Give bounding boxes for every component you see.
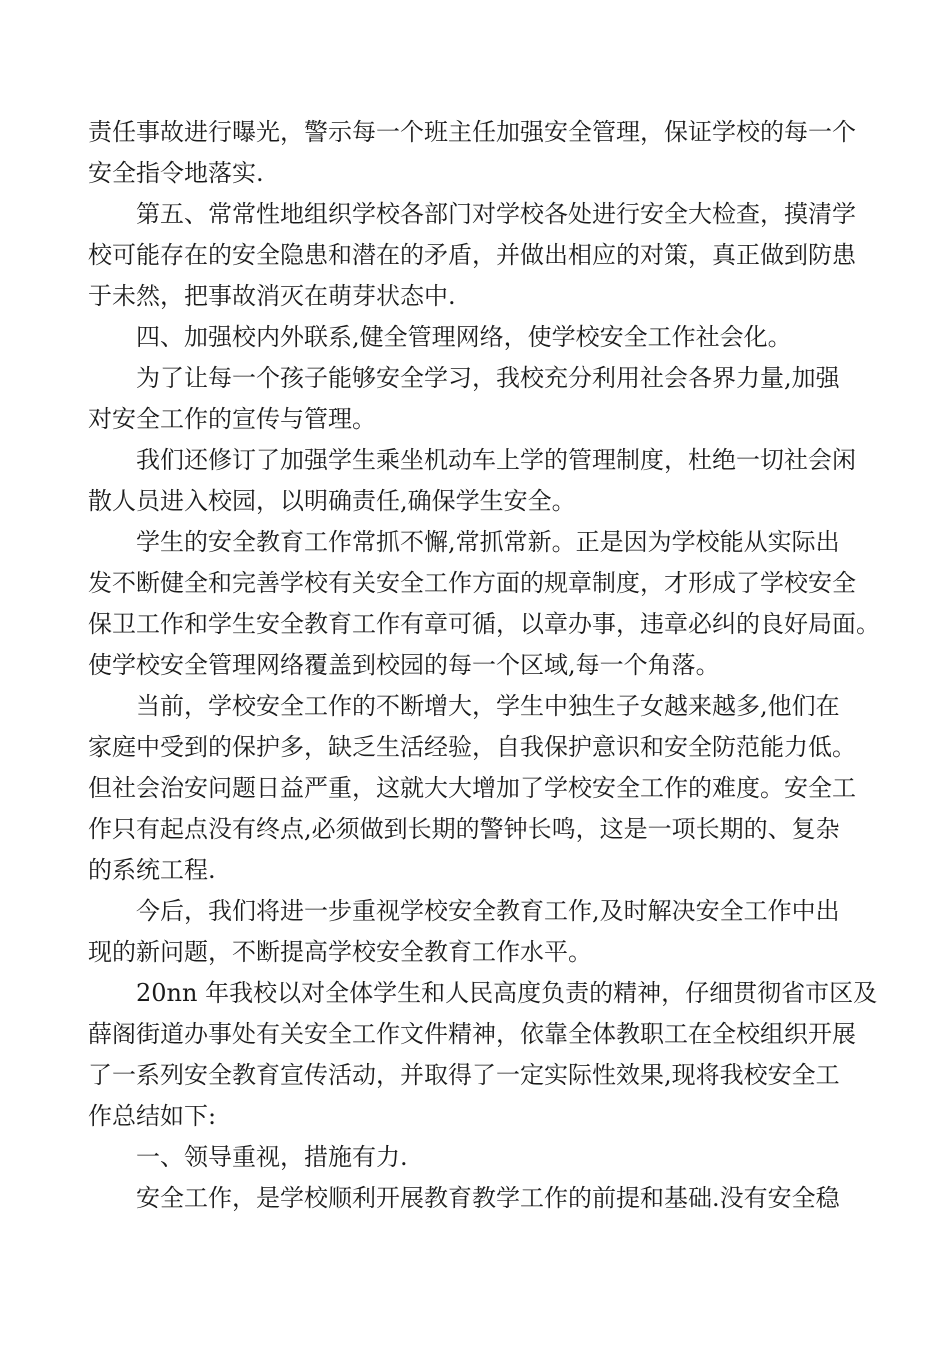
text-line-14: 使学校安全管理网络覆盖到校园的每一个区域,每一个角落。 [88,651,720,679]
text-line-5: 于未然，把事故消灭在萌芽状态中. [88,282,456,310]
text-line-19: 的系统工程. [88,856,216,884]
text-line-7: 为了让每一个孩子能够安全学习，我校充分利用社会各界力量,加强 [136,364,840,392]
text-line-2: 安全指令地落实. [88,159,264,187]
text-line-6: 四、加强校内外联系,健全管理网络，使学校安全工作社会化。 [136,323,792,351]
text-line-23: 薛阁街道办事处有关安全工作文件精神，依靠全体教职工在全校组织开展 [88,1020,856,1048]
text-line-25: 作总结如下: [88,1102,217,1130]
text-line-3: 第五、常常性地组织学校各部门对学校各处进行安全大检查，摸清学 [136,200,856,228]
text-line-18: 作只有起点没有终点,必须做到长期的警钟长鸣，这是一项长期的、复杂 [88,815,840,843]
text-line-8: 对安全工作的宣传与管理。 [88,405,376,433]
text-line-26: 一、领导重视，措施有力. [136,1143,408,1171]
text-line-21: 现的新问题，不断提高学校安全教育工作水平。 [88,938,592,966]
text-line-15: 当前，学校安全工作的不断增大，学生中独生子女越来越多,他们在 [136,692,840,720]
text-line-16: 家庭中受到的保护多，缺乏生活经验，自我保护意识和安全防范能力低。 [88,733,856,761]
text-line-24: 了一系列安全教育宣传活动，并取得了一定实际性效果,现将我校安全工 [88,1061,840,1089]
text-line-12: 发不断健全和完善学校有关安全工作方面的规章制度，才形成了学校安全 [88,569,856,597]
text-line-13: 保卫工作和学生安全教育工作有章可循，以章办事，违章必纠的良好局面。 [88,610,880,638]
text-line-10: 散人员进入校园，以明确责任,确保学生安全。 [88,487,576,515]
text-line-22: 20nn 年我校以对全体学生和人民高度负责的精神，仔细贯彻省市区及 [136,979,878,1007]
text-line-27: 安全工作，是学校顺利开展教育教学工作的前提和基础.没有安全稳 [136,1184,840,1212]
text-line-4: 校可能存在的安全隐患和潜在的矛盾，并做出相应的对策，真正做到防患 [88,241,856,269]
text-line-9: 我们还修订了加强学生乘坐机动车上学的管理制度，杜绝一切社会闲 [136,446,856,474]
text-line-20: 今后，我们将进一步重视学校安全教育工作,及时解决安全工作中出 [136,897,840,925]
text-line-1: 责任事故进行曝光，警示每一个班主任加强安全管理，保证学校的每一个 [88,118,856,146]
text-line-11: 学生的安全教育工作常抓不懈,常抓常新。正是因为学校能从实际出 [136,528,840,556]
text-line-17: 但社会治安问题日益严重，这就大大增加了学校安全工作的难度。安全工 [88,774,856,802]
